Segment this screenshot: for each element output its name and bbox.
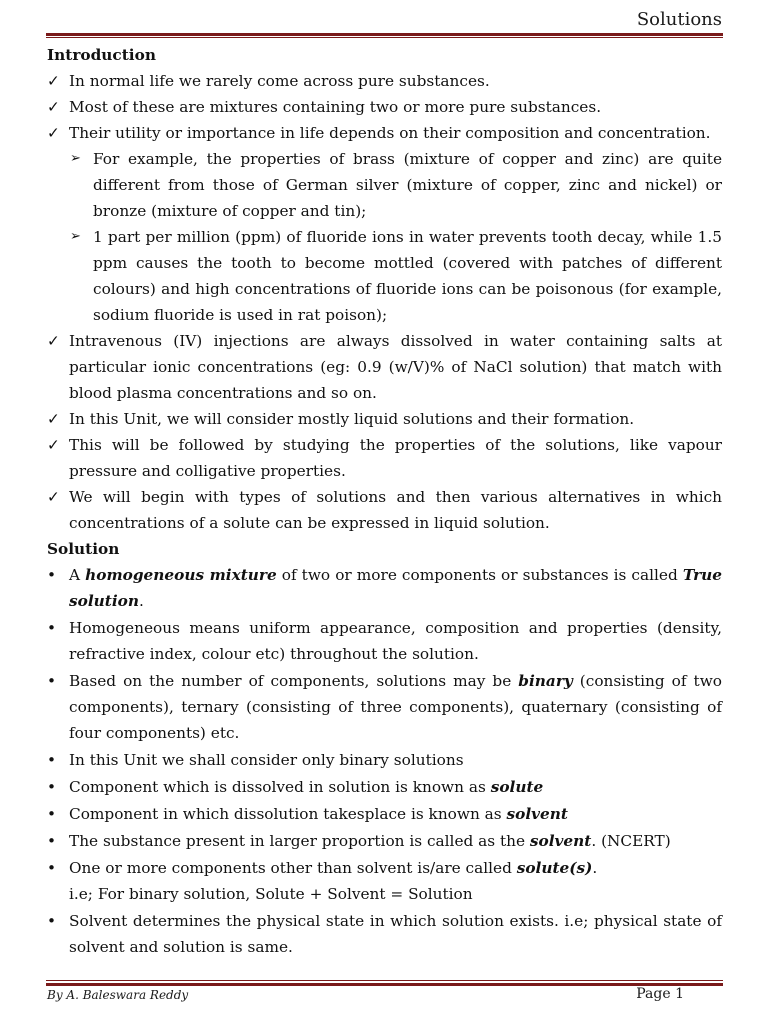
document-body	[47, 42, 722, 961]
intro-list-continued	[47, 328, 722, 536]
intro-heading: Introduction	[47, 46, 156, 64]
list-item: • In this Unit we shall consider only binary solutions	[47, 747, 722, 773]
list-item: • Component which is dissolved in solution is known as solute	[47, 774, 722, 800]
list-item: • The substance present in larger proportion is called as the solvent. (NCERT)	[47, 828, 722, 854]
header-rule-thin	[46, 37, 723, 38]
check-icon: ✓	[47, 488, 60, 506]
bullet-icon: •	[47, 751, 57, 769]
solution-heading: Solution	[47, 540, 120, 558]
bullet-icon: •	[47, 832, 57, 850]
header-rule	[46, 33, 723, 36]
list-item: ✓ Most of these are mixtures containing two or more pure substances.	[47, 94, 722, 120]
solution-list	[47, 562, 722, 960]
list-item: • One or more components other than solvent is/are called solute(s). i.e; For binary solution, Solute + Solvent = Solution	[47, 855, 722, 907]
bullet-icon: •	[47, 619, 57, 637]
bullet-icon: •	[47, 805, 57, 823]
list-item: ✓ In normal life we rarely come across pure substances.	[47, 68, 722, 94]
header-title: Solutions	[636, 9, 722, 30]
bullet-icon: •	[47, 672, 57, 690]
bullet-icon: •	[47, 566, 57, 584]
list-item: ✓ Their utility or importance in life depends on their composition and concentration.	[47, 120, 722, 146]
check-icon: ✓	[47, 436, 60, 454]
list-item: • Component in which dissolution takesplace is known as solvent	[47, 801, 722, 827]
list-item: • Homogeneous means uniform appearance, composition and properties (density, refractive index, colour etc) throughout the solution.	[47, 615, 722, 667]
list-item: ✓ Intravenous (IV) injections are always dissolved in water containing salts at particular ionic concentrations (eg: 0.9 (w/V)% of NaCl solution) that match with blood plasma concentrations and so on.	[47, 328, 722, 406]
formula-line: i.e; For binary solution, Solute + Solvent = Solution	[69, 885, 473, 903]
list-item: • Based on the number of components, solutions may be binary (consisting of two components), ternary (consisting of three components), quaternary (consisting of four components) etc.	[47, 668, 722, 746]
bullet-icon: •	[47, 778, 57, 796]
check-icon: ✓	[47, 72, 60, 90]
intro-sublist	[47, 146, 722, 328]
list-item: ➢ For example, the properties of brass (mixture of copper and zinc) are quite different from those of German silver (mixture of copper, zinc and nickel) or bronze (mixture of copper and tin);	[70, 146, 722, 224]
footer-rule	[46, 983, 723, 986]
bullet-icon: •	[47, 912, 57, 930]
check-icon: ✓	[47, 124, 60, 142]
check-icon: ✓	[47, 98, 60, 116]
bullet-icon: •	[47, 859, 57, 877]
page-number: Page 1	[636, 986, 684, 1002]
list-item: ✓ We will begin with types of solutions and then various alternatives in which concentrations of a solute can be expressed in liquid solution.	[47, 484, 722, 536]
intro-list	[47, 68, 722, 146]
list-item: • Solvent determines the physical state in which solution exists. i.e; physical state of solvent and solution is same.	[47, 908, 722, 960]
list-item: ✓ In this Unit, we will consider mostly liquid solutions and their formation.	[47, 406, 722, 432]
check-icon: ✓	[47, 410, 60, 428]
list-item: ➢ 1 part per million (ppm) of fluoride ions in water prevents tooth decay, while 1.5 ppm causes the tooth to become mottled (covered with patches of different colours) and high concentrations of fluoride ions can be poisonous (for example, sodium fluoride is used in rat poison);	[70, 224, 722, 328]
arrow-icon: ➢	[70, 151, 81, 166]
list-item: ✓ This will be followed by studying the properties of the solutions, like vapour pressure and colligative properties.	[47, 432, 722, 484]
list-item: • A homogeneous mixture of two or more components or substances is called True solution.	[47, 562, 722, 614]
check-icon: ✓	[47, 332, 60, 350]
footer-author: By A. Baleswara Reddy	[47, 988, 189, 1002]
arrow-icon: ➢	[70, 229, 81, 244]
footer-rule-thin	[46, 980, 723, 981]
